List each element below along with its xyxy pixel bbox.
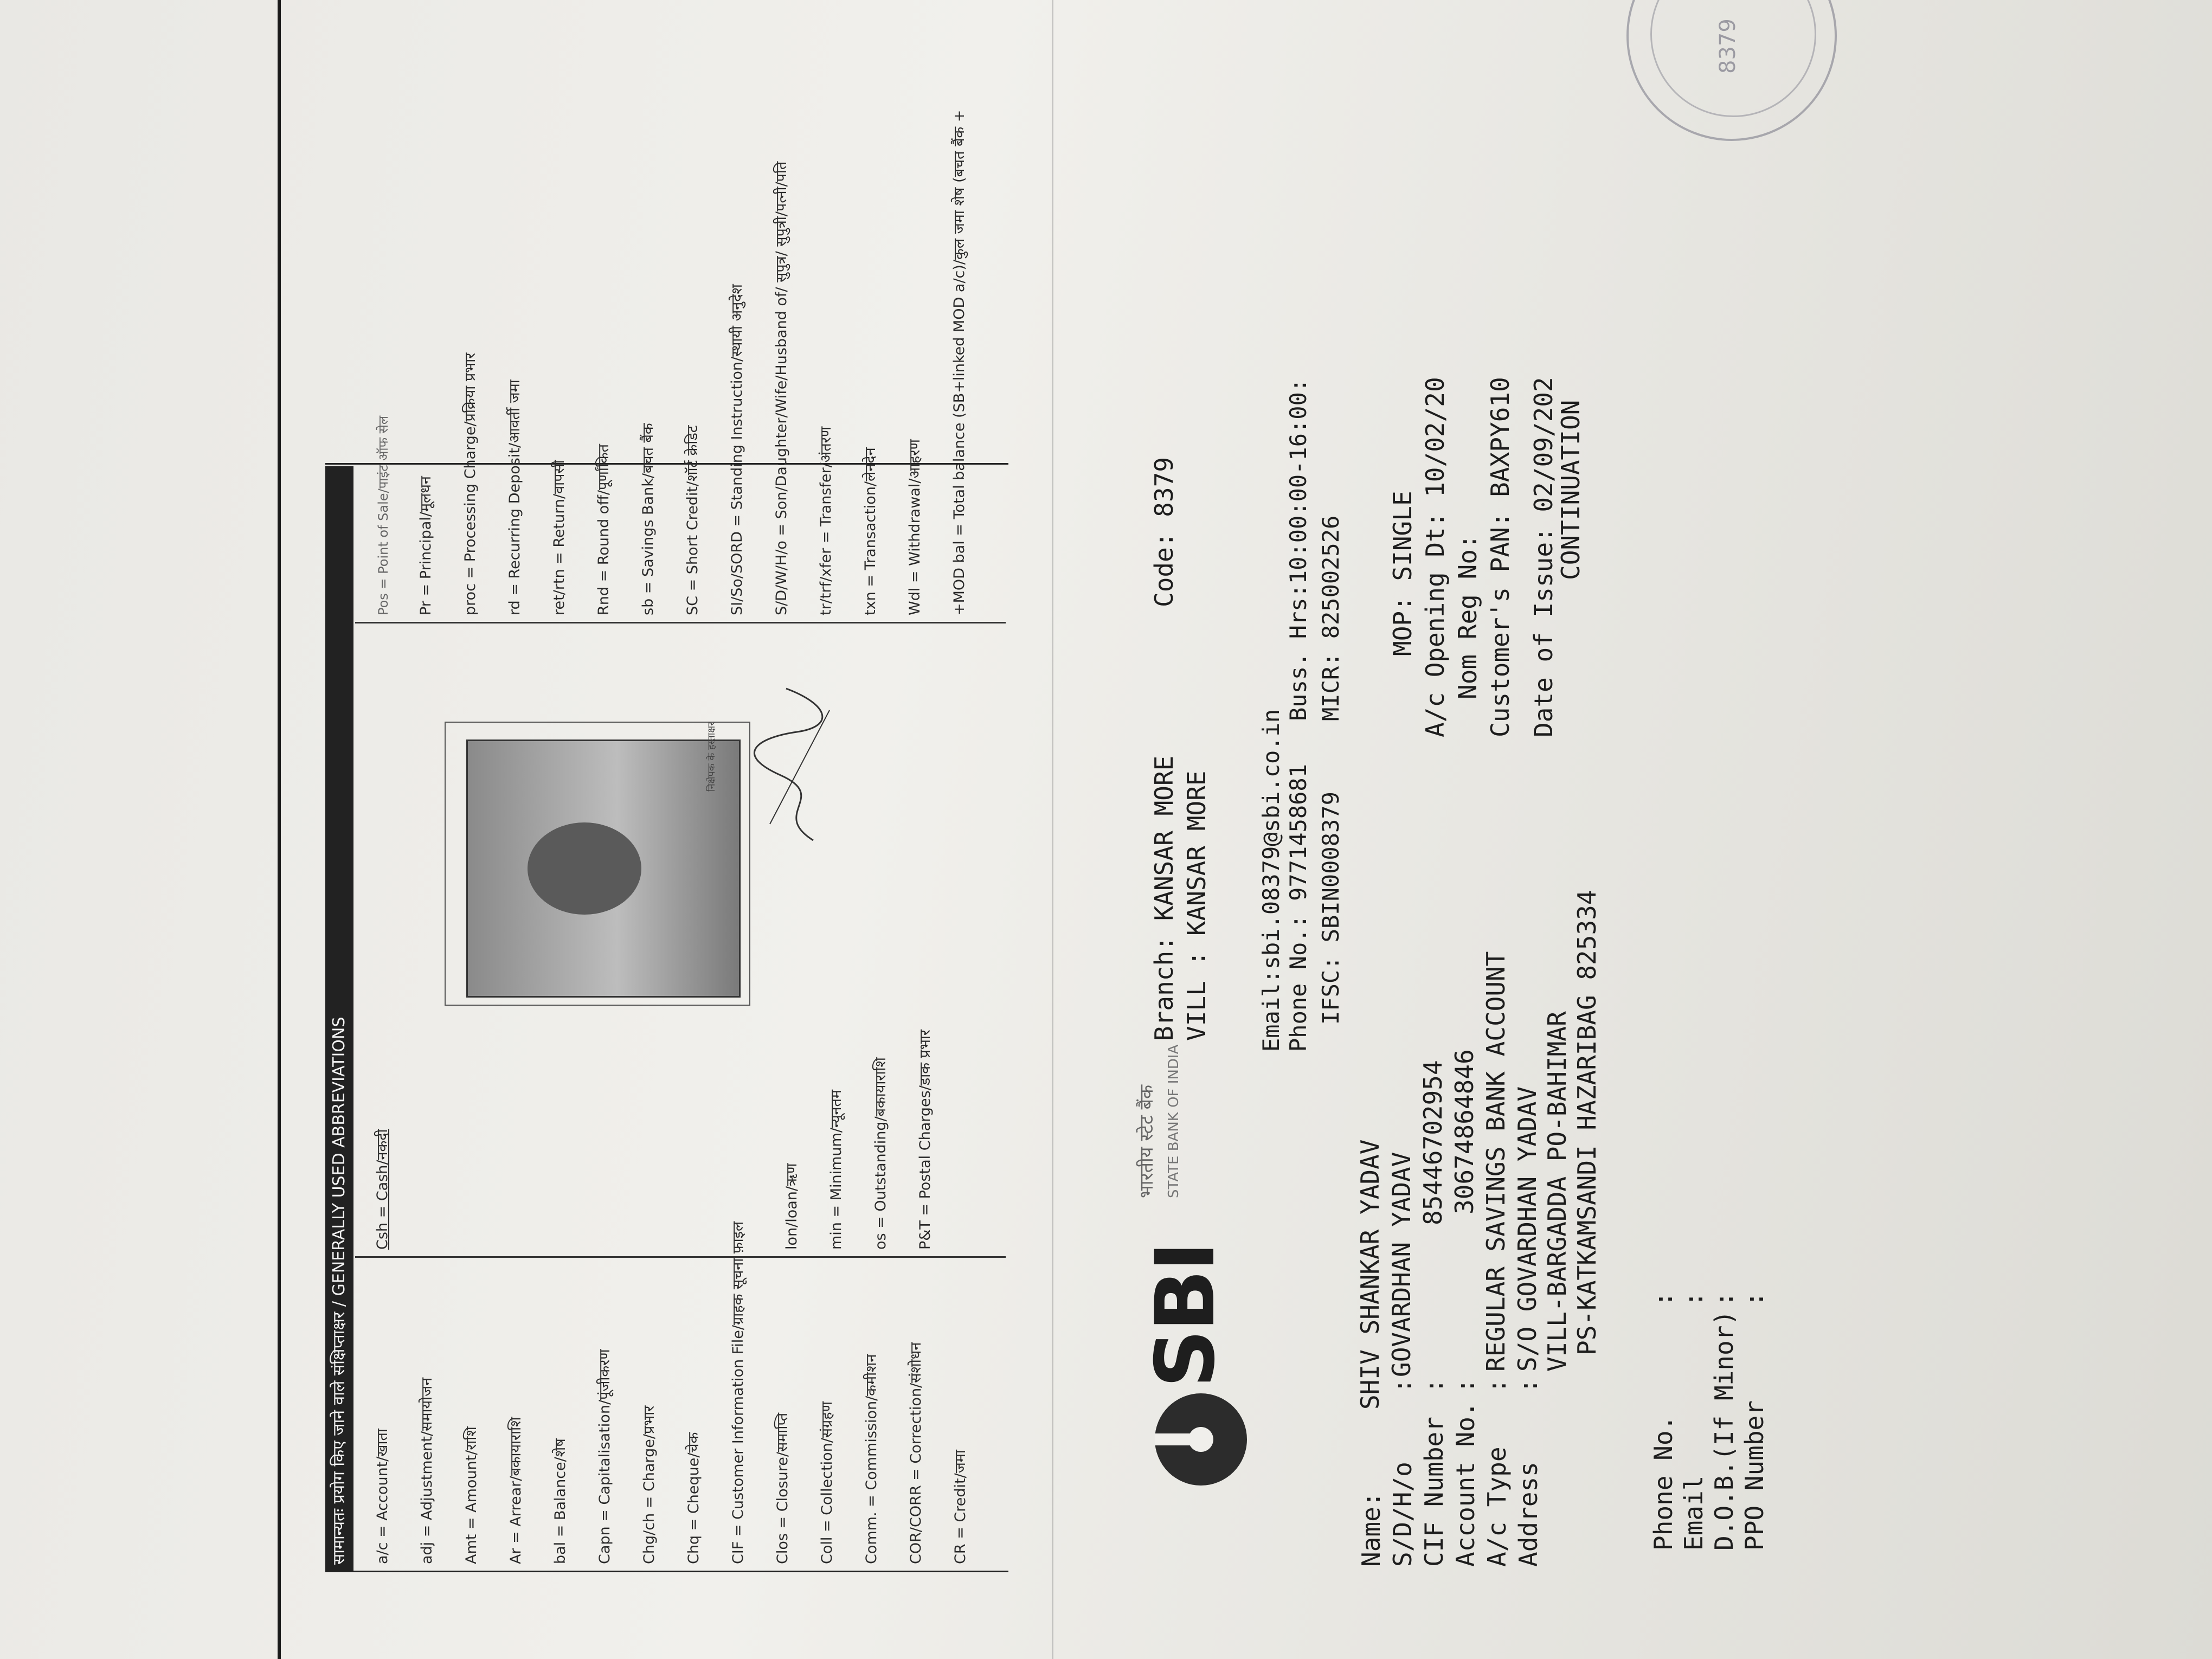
sep-colon: :: [1482, 1378, 1512, 1393]
abbreviation-item: os = Outstanding/बकायाराशि: [872, 1057, 889, 1250]
phone-label: Phone No.: [1649, 1415, 1678, 1551]
extra-field-seps: [1648, 1291, 1770, 1307]
abbreviation-item: bal = Balance/शेष: [552, 1438, 569, 1564]
abbreviation-item: SI/So/SORD = Standing Instruction/स्थायी अनुदेश: [729, 284, 745, 615]
sbi-logo-text: SBI: [1139, 1243, 1233, 1388]
abbreviation-item: Amt = Amount/राशि: [463, 1426, 480, 1564]
abbreviation-item: lon/loan/ऋण: [783, 1163, 800, 1250]
email-label: Email: [1679, 1475, 1708, 1551]
sep-colon: :: [1740, 1291, 1769, 1307]
sep-colon: :: [1679, 1291, 1708, 1307]
sep-colon: :: [1419, 1378, 1449, 1393]
continuation-label: CONTINUATION: [1556, 400, 1585, 580]
abbreviations-column-3: [404, 110, 982, 615]
cif-number: 85446702954: [1418, 1060, 1448, 1225]
sdho-label: S/D/H/o: [1388, 1462, 1417, 1567]
abbreviation-item: Chq = Cheque/चेक: [685, 1432, 702, 1564]
abbreviation-item: Wdl = Withdrawal/आहरण: [906, 439, 923, 615]
abbreviation-item: proc = Processing Charge/प्रक्रिया प्रभार: [462, 352, 479, 615]
abbreviation-item: rd = Recurring Deposit/आवर्ती जमा: [506, 380, 523, 615]
abbreviations-title: GENERALLY USED ABBREVIATIONS: [330, 1017, 349, 1296]
abbreviation-item: COR/CORR = Correction/संशोधन: [908, 1342, 924, 1564]
customer-pan: Customer's PAN: BAXPY610: [1486, 377, 1515, 737]
abbreviation-item: Pos = Point of Sale/पाइंट ऑफ सेल: [376, 415, 391, 615]
date-of-issue: Date of Issue: 02/09/202: [1529, 377, 1558, 737]
abbreviation-item: CIF = Customer Information File/ग्राहक सूचना फ़ाइल: [730, 1221, 747, 1564]
abbreviation-item: a/c = Account/खाता: [374, 1429, 391, 1564]
branch-line: [1149, 756, 1179, 1041]
branch-stamp: [1626, 0, 1837, 141]
abbreviation-item: adj = Adjustment/समायोजन: [419, 1377, 435, 1564]
abbreviation-item: sb = Savings Bank/बचत बैंक: [640, 423, 657, 615]
abbreviation-item: Ar = Arrear/बकायाराशि: [507, 1417, 524, 1564]
account-type: REGULAR SAVINGS BANK ACCOUNT: [1481, 951, 1510, 1372]
address-line-1: S/O GOVARDHAN YADAV: [1513, 1086, 1542, 1372]
header-separator: /: [330, 1301, 349, 1307]
branch-value: KANSAR MORE: [1149, 755, 1179, 921]
account-no-label: Account No.: [1451, 1401, 1480, 1567]
abbreviation-item: Chg/ch = Charge/प्रभार: [641, 1405, 658, 1564]
abbreviations-column-2-lower: [770, 1030, 948, 1250]
abbreviation-item: Rnd = Round off/पूर्णांकित: [595, 444, 612, 615]
abbreviation-item: CR = Credit/जमा: [952, 1450, 969, 1564]
ppo-label: PPO Number: [1740, 1400, 1769, 1551]
abbreviation-item: Comm. = Commission/कमीशन: [863, 1354, 880, 1564]
extra-field-labels: [1648, 1310, 1770, 1551]
address-line-2: VILL-BARGADDA PO-BAHIMAR: [1542, 1011, 1572, 1372]
code-label: Code:: [1149, 532, 1179, 607]
name-label: Name:: [1356, 1491, 1386, 1567]
stamp-text: 8379: [1715, 18, 1740, 74]
abbreviation-item: +MOD bal = Total balance (SB+linked MOD a/c)/कुल जमा शेष (बचत बैंक +: [951, 110, 968, 615]
address-line-3: PS-KATKAMSANDI HAZARIBAG 825334: [1572, 890, 1602, 1355]
abbreviations-column-1: [361, 1221, 983, 1564]
abbreviation-item: tr/trf/xfer = Transfer/अंतरण: [818, 426, 834, 615]
abbreviation-item: SC = Short Credit/शॉर्ट क्रेडिट: [684, 425, 701, 615]
micr-code: MICR: 825002526: [1317, 515, 1344, 721]
dob-label: D.O.B.(If Minor): [1709, 1310, 1739, 1551]
abbreviation-item: P&T = Postal Charges/डाक प्रभार: [917, 1030, 934, 1250]
cif-label: CIF Number: [1419, 1417, 1449, 1567]
abbreviation-item: Csh = Cash/नकदी: [374, 1129, 391, 1250]
branch-email: Email:sbi.08379@sbi.co.in: [1258, 709, 1284, 1052]
address-label: Address: [1514, 1462, 1543, 1567]
customer-labels: [1355, 1401, 1544, 1567]
sep-colon: :: [1514, 1378, 1543, 1393]
business-hours: Buss. Hrs:10:00:00-16:00:: [1285, 378, 1311, 721]
customer-name: SHIV SHANKAR YADAV: [1355, 1139, 1385, 1410]
branch-label: Branch:: [1149, 936, 1179, 1041]
branch-ifsc: IFSC: SBIN0008379: [1317, 792, 1344, 1025]
account-holder-photo: [466, 740, 741, 998]
abbreviation-item: S/D/W/H/o = Son/Daughter/Wife/Husband of/ सुपुत्र/ सुपुत्री/पत्नी/पति: [773, 161, 790, 615]
abbreviations-hindi-title: सामान्यतः प्रयोग किए जाने वाले संक्षिप्ताक्षर: [330, 1311, 349, 1565]
column-divider: [355, 622, 1006, 623]
sbi-keyhole-logo-icon: [1155, 1393, 1247, 1486]
sep-colon: :: [1451, 1378, 1480, 1393]
signature-image: [748, 683, 840, 846]
account-number: 30674864846: [1450, 1049, 1479, 1214]
abbreviation-item: Coll = Collection/संग्रहण: [819, 1401, 835, 1564]
customer-seps: [1387, 1378, 1544, 1393]
abbreviations-header: [325, 466, 353, 1572]
branch-phone: Phone No.: 9771458681: [1285, 763, 1311, 1052]
code-value: 8379: [1149, 457, 1179, 517]
ac-type-label: A/c Type: [1482, 1446, 1512, 1567]
branch-code: [1149, 457, 1179, 607]
face-shape: [528, 822, 641, 915]
sep-colon: :: [1709, 1291, 1739, 1307]
abbreviation-item: Pr = Principal/मूलधन: [417, 476, 434, 615]
sep-colon: :: [1388, 1378, 1417, 1393]
nominee-reg-no: Nom Reg No:: [1453, 534, 1482, 699]
customer-sdho: GOVARDHAN YADAV: [1387, 1152, 1416, 1377]
signature-label: निक्षेपक के हस्ताक्षर: [706, 722, 717, 792]
abbreviation-item: Capn = Capitalisation/पूंजीकरण: [596, 1349, 613, 1564]
mode-of-operation: MOP: SINGLE: [1388, 491, 1417, 656]
abbreviations-column-2: [361, 1129, 405, 1250]
abbreviation-item: ret/rtn = Return/वापसी: [551, 460, 568, 615]
branch-vill: VILL : KANSAR MORE: [1182, 770, 1211, 1041]
abbreviation-item: Clos = Closure/समाप्ति: [774, 1412, 791, 1564]
abbreviation-item: min = Minimum/न्यूनतम: [828, 1089, 845, 1250]
bank-hindi-name: भारतीय स्टेट बैंक: [1136, 1084, 1158, 1198]
sep-colon: :: [1649, 1291, 1678, 1307]
bank-name: STATE BANK OF INDIA: [1166, 1044, 1182, 1198]
account-opening-date: A/c Opening Dt: 10/02/20: [1420, 377, 1450, 737]
abbreviation-item: txn = Transaction/लेनदेन: [862, 447, 879, 615]
